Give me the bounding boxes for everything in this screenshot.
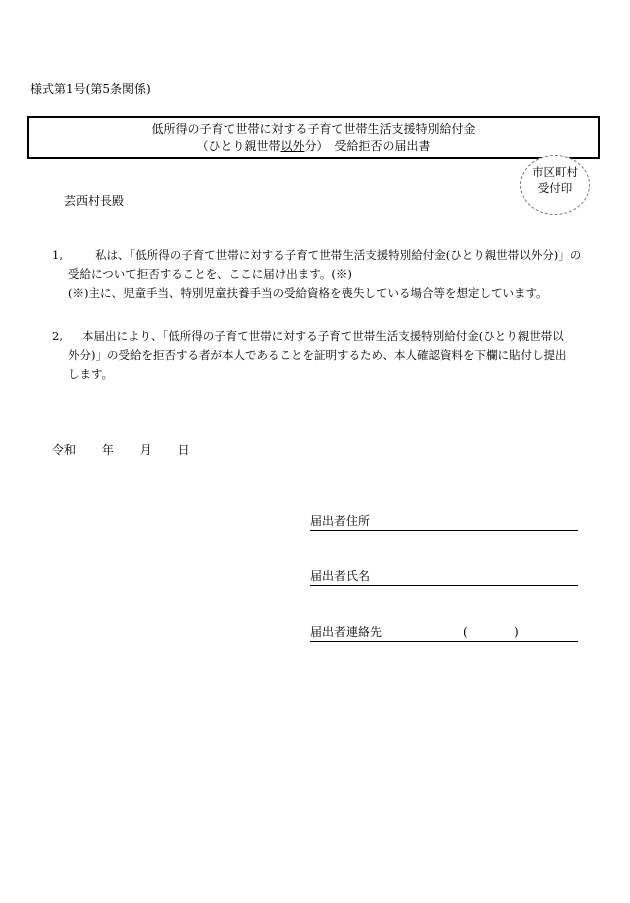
- date-month: 月: [139, 443, 152, 457]
- title-line-2-pre: （ひとり親世帯: [196, 139, 281, 153]
- item-1-number: 1,: [52, 248, 63, 262]
- form-number-label: 様式第1号(第5条関係): [30, 82, 151, 96]
- name-field[interactable]: [310, 568, 578, 586]
- date-line: [52, 441, 190, 458]
- contact-label: 届出者連絡先: [310, 625, 383, 639]
- date-year: 年: [101, 443, 114, 457]
- date-era: 令和: [52, 443, 77, 457]
- contact-field[interactable]: [310, 624, 578, 642]
- item-2-line-2: 外分)」の受給を拒否する者が本人であることを証明するため、本人確認資料を下欄に貼付し提出: [68, 348, 567, 362]
- date-day: 日: [177, 443, 190, 457]
- address-field[interactable]: [310, 513, 578, 531]
- item-1-line-2: 受給について拒否することを、ここに届け出ます。(※): [68, 267, 352, 281]
- item-2-number: 2,: [52, 329, 63, 343]
- address-label: 届出者住所: [310, 514, 371, 528]
- title-line-1: 低所得の子育て世帯に対する子育て世帯生活支援特別給付金: [151, 122, 476, 136]
- item-2-line-3: します。: [68, 367, 114, 381]
- item-1-line-1: 私は、「低所得の子育て世帯に対する子育て世帯生活支援特別給付金(ひとり親世帯以外分)」の: [95, 248, 582, 262]
- title-line-2: [29, 138, 598, 155]
- title-underlined-text: 以外: [280, 139, 305, 153]
- contact-paren-open: (: [463, 625, 468, 639]
- item-1-note: (※)主に、児童手当、特別児童扶養手当の受給資格を喪失している場合等を想定しています。: [68, 286, 548, 300]
- stamp-line-2: 受付印: [537, 181, 573, 195]
- title-line-2-post: 分） 受給拒否の届出書: [304, 139, 431, 153]
- item-2-line-1: 本届出により、「低所得の子育て世帯に対する子育て世帯生活支援特別給付金(ひとり親世帯以: [82, 329, 564, 343]
- addressee: 芸西村長殿: [64, 194, 125, 208]
- document-title-box: [27, 116, 600, 159]
- name-label: 届出者氏名: [310, 569, 371, 583]
- stamp-line-1: 市区町村: [532, 165, 578, 179]
- contact-paren-close: ): [514, 625, 519, 639]
- reception-stamp-area: [520, 155, 590, 215]
